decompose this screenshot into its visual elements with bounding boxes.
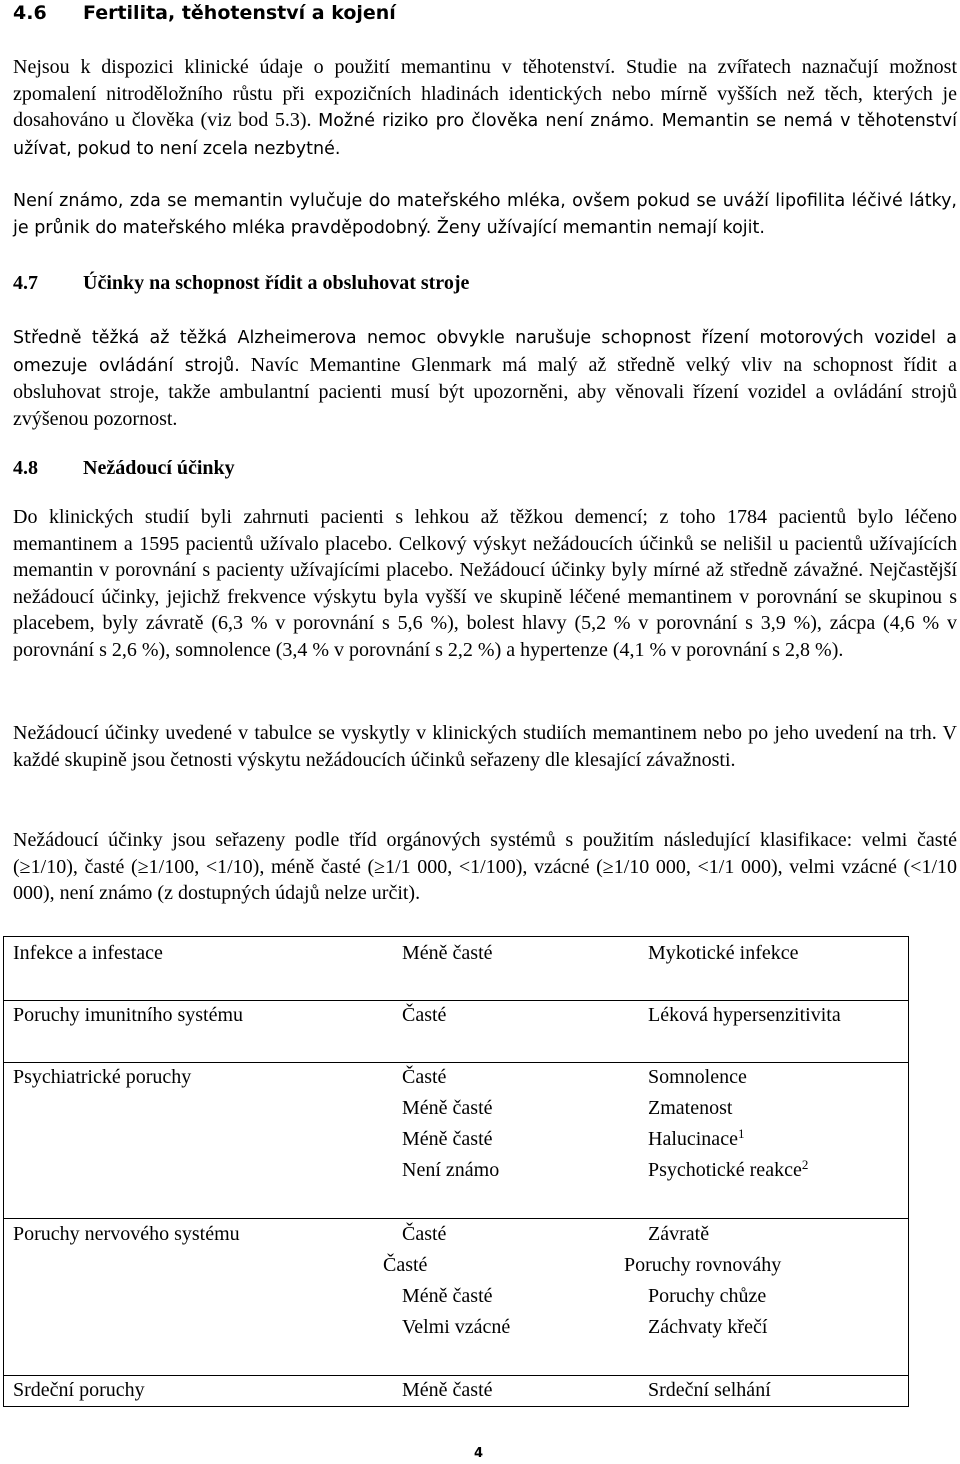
effect-cell <box>648 1157 809 1181</box>
effect-cell: Srdeční selhání <box>648 1379 771 1401</box>
footnote-marker: 2 <box>801 1157 809 1172</box>
effect-cell: Poruchy chůze <box>648 1285 767 1307</box>
paragraph-classification <box>13 827 957 907</box>
frequency-cell: Časté <box>402 1223 447 1245</box>
frequency-cell: Méně časté <box>402 1379 493 1401</box>
section-heading-4-7 <box>13 272 469 295</box>
paragraph-text: Nežádoucí účinky jsou seřazeny podle tříd orgánových systémů s použitím následující klasifikace: velmi časté (≥1/10), časté (≥1/100, <1/10), méně časté (≥1/1 000, <1/100), vzácné (≥1/10 000, <1/1 000), velmi vzácné (<1/10 000), není známo (z dostupných údajů nelze určit). <box>13 829 957 904</box>
frequency-cell: Časté <box>402 1004 447 1026</box>
frequency-cell: Méně časté <box>402 1285 493 1307</box>
paragraph-adverse-summary <box>13 504 957 663</box>
paragraph-adverse-table-intro <box>13 720 957 773</box>
table-row <box>4 1062 908 1219</box>
effect-cell: Zmatenost <box>648 1097 733 1119</box>
section-heading-4-6 <box>13 2 396 24</box>
section-title: Fertilita, těhotenství a kojení <box>83 2 396 24</box>
frequency-cell: Méně časté <box>402 942 493 964</box>
table-row <box>4 937 908 1001</box>
system-cell: Infekce a infestace <box>13 942 163 964</box>
effect-cell: Léková hypersenzitivita <box>648 1004 841 1026</box>
table-row <box>4 1000 908 1063</box>
section-number: 4.6 <box>13 2 47 24</box>
effect-cell: Somnolence <box>648 1066 747 1088</box>
paragraph-driving <box>13 324 957 432</box>
section-title: Účinky na schopnost řídit a obsluhovat stroje <box>83 272 470 294</box>
frequency-cell: Není známo <box>402 1159 500 1181</box>
paragraph-text: Nejsou k dispozici klinické údaje o použití memantinu v těhotenství. Studie na zvířatech naznačují možnost zpomalení nitroděložního růstu při expozičních hladinách identických nebo mírně vyšších než těch, kterých je dosahováno u člověka (viz bod 5.3). <box>13 56 957 131</box>
paragraph-text: Do klinických studií byli zahrnuti pacienti s lehkou až těžkou demencí; z toho 1784 pacientů bylo léčeno memantinem a 1595 pacientů užívalo placebo. Celkový výskyt nežádoucích účinků se nelišil u pacientů užívajících memantin v porovnání s pacienty užívajícími placebo. Nežádoucí účinky byly mírné až středně závažné. Nejčastější nežádoucí účinky, jejichž frekvence výskytu byla vyšší ve skupině léčené memantinem v porovnání se skupinou s placebem, byly závratě (6,3 % v porovnání s 5,6 %), bolest hlavy (5,2 % v porovnání s 3,9 %), zácpa (4,6 % v porovnání s 2,6 %), somnolence (3,4 % v porovnání s 2,2 %) a hypertenze (4,1 % v porovnání s 2,8 %). <box>13 506 957 661</box>
frequency-cell: Méně časté <box>402 1128 493 1150</box>
paragraph-text: Není známo, zda se memantin vylučuje do mateřského mléka, ovšem pokud se uváží lipofilita léčivé látky, je průnik do mateřského mléka pravděpodobný. Ženy užívající memantin nemají kojit. <box>13 191 957 238</box>
effect-text: Halucinace <box>648 1128 738 1150</box>
effect-cell: Záchvaty křečí <box>648 1316 768 1338</box>
paragraph-text-sans: Možné riziko pro člověka není známo. Memantin se nemá v těhotenství užívat, pokud to není zcela nezbytné. <box>13 111 957 159</box>
section-title: Nežádoucí účinky <box>83 457 235 479</box>
paragraph-breastfeeding <box>13 188 957 241</box>
paragraph-pregnancy <box>13 54 957 162</box>
section-number: 4.8 <box>13 457 38 479</box>
paragraph-text: Navíc Memantine Glenmark má malý až středně velký vliv na schopnost řídit a obsluhovat stroje, takže ambulantní pacienti musí být upozorněni, aby věnovali řízení vozidel a ovládání strojů zvýšenou pozornost. <box>13 353 958 430</box>
effect-cell: Mykotické infekce <box>648 942 799 964</box>
frequency-cell: Časté <box>383 1254 428 1276</box>
frequency-cell: Méně časté <box>402 1097 493 1119</box>
frequency-cell: Časté <box>402 1066 447 1088</box>
effect-text: Psychotické reakce <box>648 1159 802 1181</box>
system-cell: Srdeční poruchy <box>13 1379 145 1401</box>
system-cell: Poruchy imunitního systému <box>13 1004 243 1026</box>
table-row <box>4 1218 908 1376</box>
paragraph-text: Nežádoucí účinky uvedené v tabulce se vyskytly v klinických studiích memantinem nebo po jeho uvedení na trh. V každé skupině jsou četnosti výskytu nežádoucích účinků seřazeny dle klesající závažnosti. <box>13 722 957 771</box>
frequency-cell: Velmi vzácné <box>402 1316 511 1338</box>
table-row <box>4 1375 908 1408</box>
effect-cell: Závratě <box>648 1223 710 1245</box>
effect-cell <box>648 1126 745 1150</box>
paragraph-text-sans: Středně těžká až těžká Alzheimerova nemoc obvykle narušuje schopnost řízení motorových vozidel a omezuje ovládání strojů. <box>13 328 957 376</box>
footnote-marker: 1 <box>737 1126 745 1141</box>
adverse-effects-table <box>3 936 909 1407</box>
system-cell: Poruchy nervového systému <box>13 1223 240 1245</box>
system-cell: Psychiatrické poruchy <box>13 1066 192 1088</box>
effect-cell: Poruchy rovnováhy <box>624 1254 782 1276</box>
section-number: 4.7 <box>13 272 38 294</box>
page-number: 4 <box>474 1446 484 1461</box>
section-heading-4-8 <box>13 457 235 480</box>
